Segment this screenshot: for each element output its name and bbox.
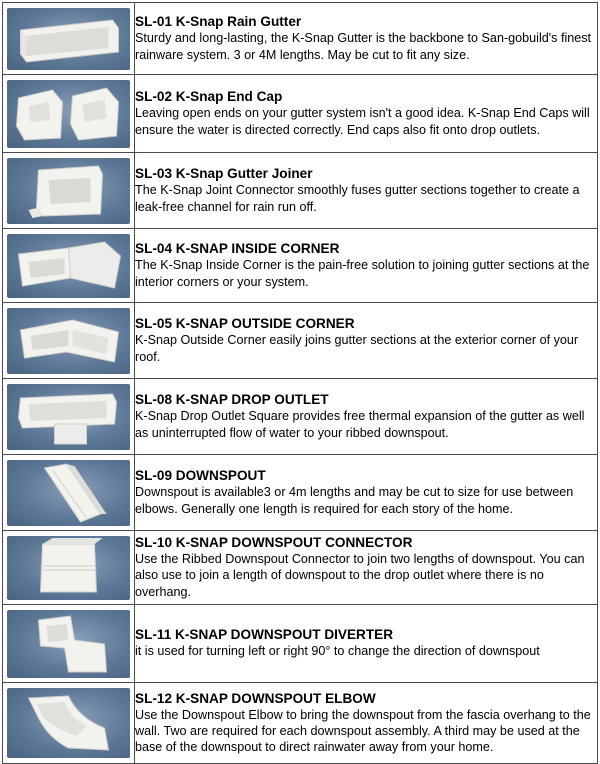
product-description: The K-Snap Joint Connector smoothly fuses gutter sections together to create a leak-free channel for rain run off. [135,183,580,214]
product-title: SL-11 K-SNAP DOWNSPOUT DIVERTER [135,627,394,643]
product-title: SL-09 DOWNSPOUT [135,468,266,484]
downspout-connector-icon [7,536,130,600]
product-row-sl-04 [3,229,598,303]
product-row-sl-08 [3,379,598,455]
product-description: Downspout is available3 or 4m lengths and may be cut to size for use between elbows. Generally one length is required for each story of the home. [135,485,574,516]
downspout-diverter-icon [7,610,130,678]
product-row-sl-11 [3,605,598,683]
product-row-sl-05 [3,303,598,379]
product-description: it is used for turning left or right 90° to change the direction of downspout [135,644,540,659]
product-title: SL-10 K-SNAP DOWNSPOUT CONNECTOR [135,535,413,551]
downspout-elbow-icon [7,688,130,758]
product-description: Use the Downspout Elbow to bring the downspout from the fascia overhang to the wall. Two are required for each downspout assembly. A third may be used at the base of the downspout to direct rainwater away from your home. [135,707,591,755]
product-row-sl-10 [3,531,598,605]
product-title: SL-12 K-SNAP DOWNSPOUT ELBOW [135,690,376,706]
end-cap-icon [7,80,130,148]
product-description: Use the Ribbed Downspout Connector to join two lengths of downspout. You can also use to join a length of downspout to the drop outlet where there is no overhang. [135,552,585,599]
product-title: SL-03 K-Snap Gutter Joiner [135,166,313,182]
product-description: Sturdy and long-lasting, the K-Snap Gutter is the backbone to San-gobuild's finest rainware system. 3 or 4M lengths. May be cut to fit any size. [135,31,592,62]
product-title: SL-08 K-SNAP DROP OUTLET [135,392,329,408]
product-row-sl-01 [3,3,598,75]
product-row-sl-12 [3,683,598,764]
product-description: Leaving open ends on your gutter system isn't a good idea. K-Snap End Caps will ensure the water is directed correctly. End caps also fit onto drop outlets. [135,106,590,137]
product-row-sl-02 [3,75,598,153]
product-description: K-Snap Drop Outlet Square provides free thermal expansion of the gutter as well as uninterrupted flow of water to your ribbed downspout. [135,409,585,440]
outside-corner-icon [7,308,130,374]
product-title: SL-02 K-Snap End Cap [135,89,283,105]
product-description: The K-Snap Inside Corner is the pain-free solution to joining gutter sections at the interior corners or your system. [135,258,590,289]
product-row-sl-03 [3,153,598,229]
product-title: SL-04 K-SNAP INSIDE CORNER [135,241,340,257]
inside-corner-icon [7,234,130,298]
product-title: SL-01 K-Snap Rain Gutter [135,14,302,30]
product-title: SL-05 K-SNAP OUTSIDE CORNER [135,316,355,332]
downspout-icon [7,460,130,526]
drop-outlet-icon [7,384,130,450]
rain-gutter-icon [7,8,130,70]
product-catalog-table [2,2,598,764]
product-row-sl-09 [3,455,598,531]
gutter-joiner-icon [7,158,130,224]
product-description: K-Snap Outside Corner easily joins gutter sections at the exterior corner of your roof. [135,333,579,364]
